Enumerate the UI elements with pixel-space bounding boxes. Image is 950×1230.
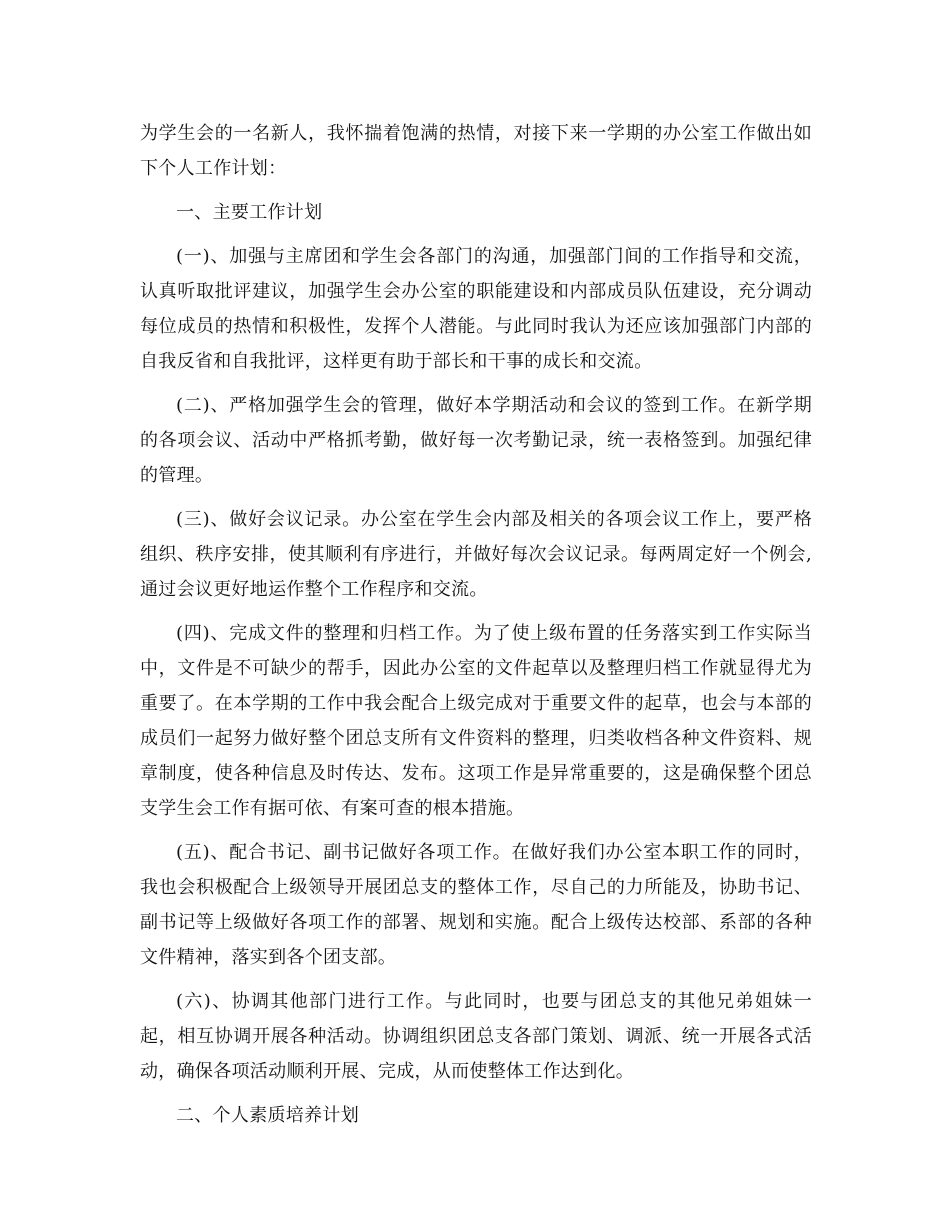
plan-item-3: (三)、做好会议记录。办公室在学生会内部及相关的各项会议工作上，要严格组织、秩序安排，使其顺利有序进行，并做好每次会议记录。每两周定好一个例会,通过会议更好地运作整个工作程序和交流。 <box>140 509 812 600</box>
plan-item-1: (一)、加强与主席团和学生会各部门的沟通，加强部门间的工作指导和交流，认真听取批评建议，加强学生会办公室的职能建设和内部成员队伍建设，充分调动每位成员的热情和积极性，发挥个人潜能。与此同时我认为还应该加强部门内部的自我反省和自我批评，这样更有助于部长和干事的成长和交流。 <box>140 246 812 372</box>
document-body <box>140 116 812 1133</box>
plan-item-2: (二)、严格加强学生会的管理，做好本学期活动和会议的签到工作。在新学期的各项会议、活动中严格抓考勤，做好每一次考勤记录，统一表格签到。加强纪律的管理。 <box>140 395 812 486</box>
plan-item-4: (四)、完成文件的整理和归档工作。为了使上级布置的任务落实到工作实际当中，文件是不可缺少的帮手，因此办公室的文件起草以及整理归档工作就显得尤为重要了。在本学期的工作中我会配合上级完成对于重要文件的起草，也会与本部的成员们一起努力做好整个团总支所有文件资料的整理，归类收档各种文件资料、规章制度，使各种信息及时传达、发布。这项工作是异常重要的，这是确保整个团总支学生会工作有据可依、有案可查的根本措施。 <box>140 623 812 819</box>
plan-item-5: (五)、配合书记、副书记做好各项工作。在做好我们办公室本职工作的同时，我也会积极配合上级领导开展团总支的整体工作，尽自己的力所能及，协助书记、副书记等上级做好各项工作的部署、规划和实施。配合上级传达校部、系部的各种文件精神，落实到各个团支部。 <box>140 842 812 968</box>
intro-paragraph: 为学生会的一名新人，我怀揣着饱满的热情，对接下来一学期的办公室工作做出如下个人工作计划： <box>140 123 812 179</box>
plan-item-6: (六)、协调其他部门进行工作。与此同时，也要与团总支的其他兄弟姐妹一起，相互协调开展各种活动。协调组织团总支各部门策划、调派、统一开展各式活动，确保各项活动顺利开展、完成，从而使整体工作达到化。 <box>140 991 812 1082</box>
section-heading-main-plan: 一、主要工作计划 <box>176 202 323 223</box>
section-heading-personal-plan: 二、个人素质培养计划 <box>176 1105 359 1126</box>
